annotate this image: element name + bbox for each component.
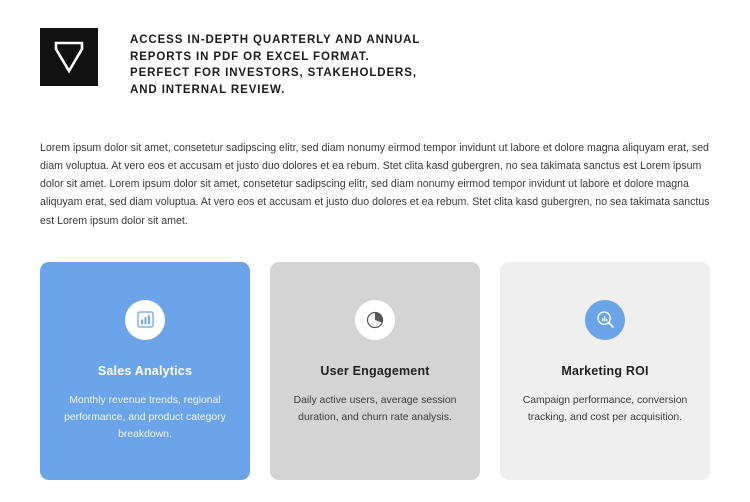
card-icon-wrapper <box>355 300 395 340</box>
headline-line-4: AND INTERNAL REVIEW. <box>130 84 286 97</box>
card-title: Sales Analytics <box>97 363 193 378</box>
card-title: User Engagement <box>320 363 430 378</box>
card-icon-wrapper <box>125 300 165 340</box>
card-sales-analytics[interactable] <box>40 262 250 480</box>
card-user-engagement[interactable] <box>270 262 480 480</box>
card-title: Marketing ROI <box>561 363 649 378</box>
bar-chart-icon <box>136 310 155 329</box>
logo <box>40 28 98 86</box>
headline-line-3: PERFECT FOR INVESTORS, STAKEHOLDERS, <box>130 67 417 80</box>
v-logomark-icon <box>54 40 84 74</box>
page-title <box>130 28 420 99</box>
card-marketing-roi[interactable] <box>500 262 710 480</box>
card-list <box>40 262 710 480</box>
card-text: Campaign performance, conversion tracking, and cost per acquisition. <box>522 394 688 423</box>
card-text: Daily active users, average session duration, and churn rate analysis. <box>293 394 457 423</box>
magnifier-chart-icon <box>595 309 616 330</box>
card-icon-wrapper <box>585 300 625 340</box>
pie-chart-icon <box>365 310 385 330</box>
card-text: Monthly revenue trends, regional performance, and product category breakdown. <box>64 394 226 441</box>
body-paragraph: Lorem ipsum dolor sit amet, consetetur sadipscing elitr, sed diam nonumy eirmod tempor invidunt ut labore et dolore magna aliquyam erat, sed diam voluptua. At vero eos et accusam et justo duo dolores et ea rebum. Stet clita kasd gubergren, no sea takimata sanctus est Lorem ipsum dolor sit amet. Lorem ipsum dolor sit amet, consetetur sadipscing elitr, sed diam nonumy eirmod tempor invidunt ut labore et dolore magna aliquyam erat, sed diam voluptua. At vero eos et accusam et justo duo dolores et ea rebum. Stet clita kasd gubergren, no sea takimata sanctus est Lorem ipsum dolor sit amet. <box>40 141 710 227</box>
headline-line-1: ACCESS IN-DEPTH QUARTERLY AND ANNUAL <box>130 34 421 46</box>
header <box>40 28 710 99</box>
headline-line-2: REPORTS IN PDF OR EXCEL FORMAT. <box>130 50 370 63</box>
